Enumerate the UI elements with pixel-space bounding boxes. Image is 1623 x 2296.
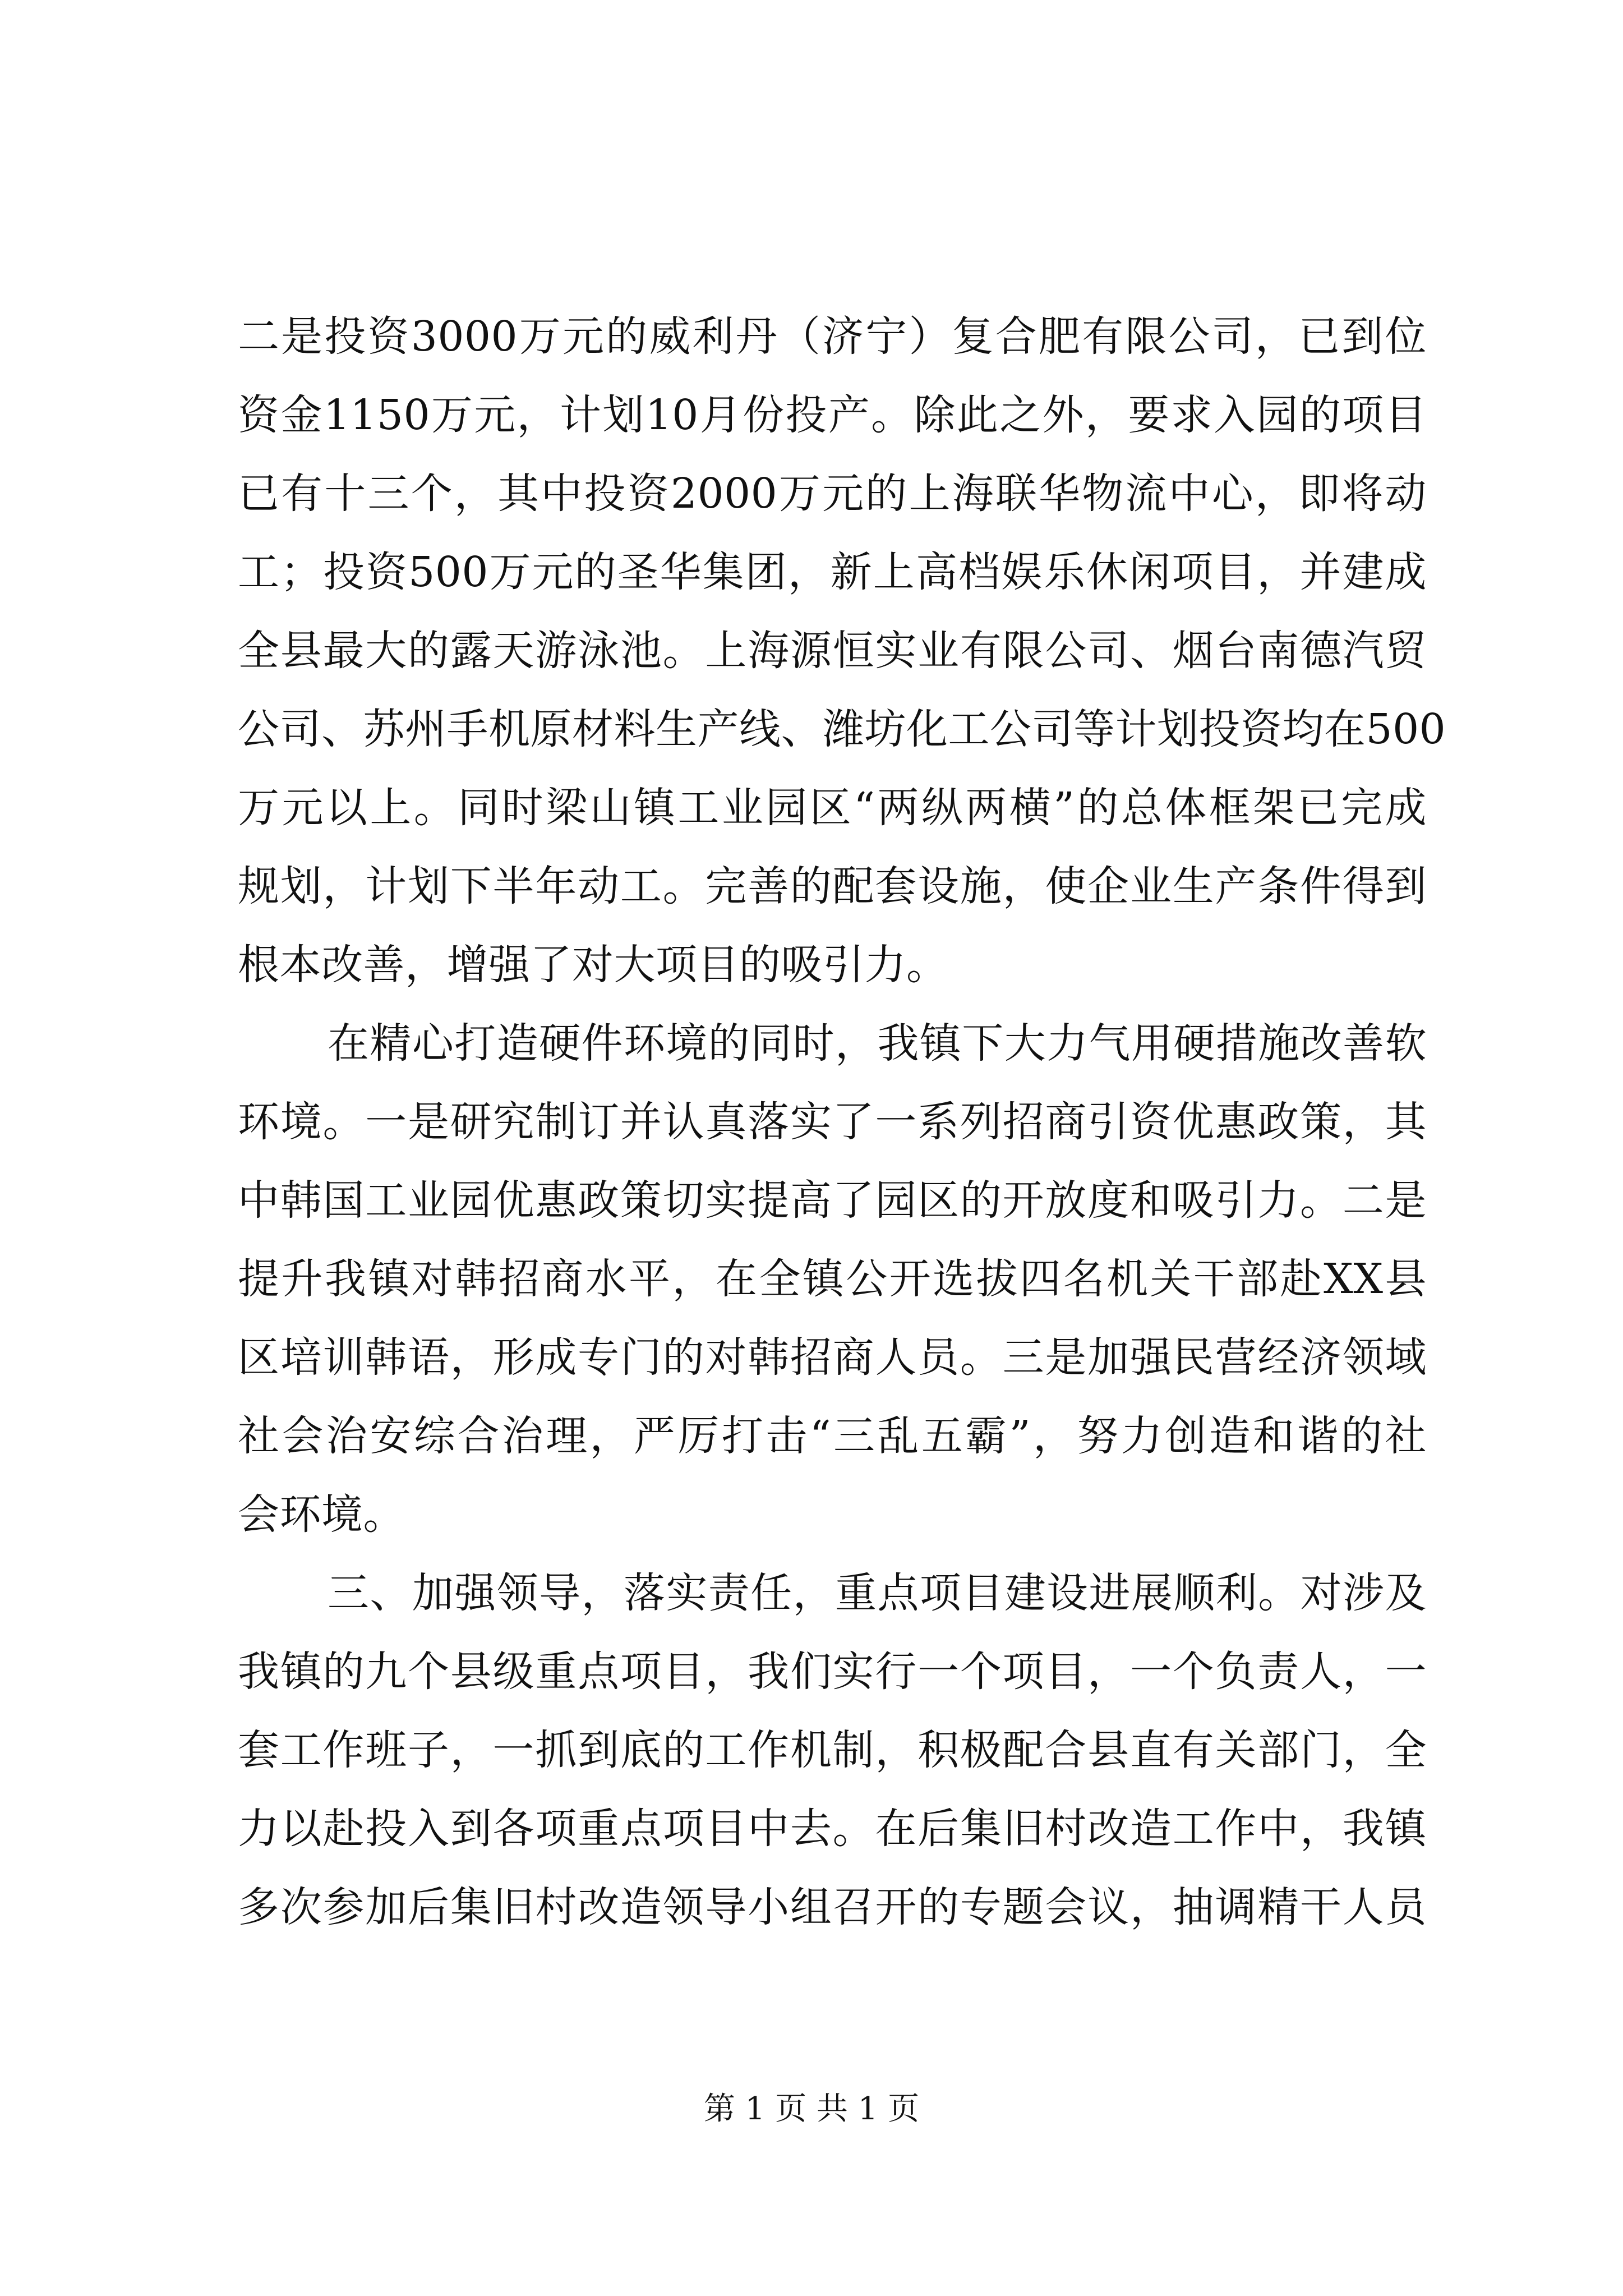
- text-line-8: 规划，计划下半年动工。完善的配套设施，使企业生产条件得到: [238, 862, 1427, 910]
- text-line-12: 中韩国工业园优惠政策切实提高了园区的开放度和吸引力。二是: [238, 1176, 1427, 1225]
- text-line-11: 环境。一是研究制订并认真落实了一系列招商引资优惠政策，其: [238, 1098, 1427, 1146]
- text-line-5: 全县最大的露天游泳池。上海源恒实业有限公司、烟台南德汽贸: [238, 627, 1427, 675]
- text-line-21: 多次参加后集旧村改造领导小组召开的专题会议，抽调精干人员: [238, 1883, 1427, 1931]
- document-body: [238, 297, 1446, 1947]
- text-line-1: 二是投资3000万元的威利丹（济宁）复合肥有限公司，已到位: [238, 312, 1427, 361]
- text-line-10: 在精心打造硬件环境的同时，我镇下大力气用硬措施改善软: [328, 1019, 1427, 1068]
- text-line-14: 区培训韩语，形成专门的对韩招商人员。三是加强民营经济领域: [238, 1333, 1427, 1382]
- text-line-6: 公司、苏州手机原材料生产线、潍坊化工公司等计划投资均在500: [238, 705, 1446, 753]
- text-line-18: 我镇的九个县级重点项目，我们实行一个项目，一个负责人，一: [238, 1648, 1427, 1696]
- text-line-17: 三、加强领导，落实责任，重点项目建设进展顺利。对涉及: [328, 1569, 1427, 1617]
- text-line-7: 万元以上。同时梁山镇工业园区“两纵两横”的总体框架已完成: [238, 784, 1427, 832]
- text-line-4: 工；投资500万元的圣华集团，新上高档娱乐休闲项目，并建成: [238, 548, 1427, 596]
- page-footer: 第 1 页 共 1 页: [703, 2091, 920, 2127]
- text-line-15: 社会治安综合治理，严厉打击“三乱五霸”，努力创造和谐的社: [238, 1412, 1427, 1460]
- text-line-3: 已有十三个，其中投资2000万元的上海联华物流中心，即将动: [238, 470, 1427, 518]
- text-line-20: 力以赴投入到各项重点项目中去。在后集旧村改造工作中，我镇: [238, 1805, 1427, 1853]
- text-line-19: 套工作班子，一抓到底的工作机制，积极配合县直有关部门，全: [238, 1726, 1427, 1774]
- text-line-9: 根本改善，增强了对大项目的吸引力。: [238, 941, 948, 989]
- text-line-16: 会环境。: [238, 1490, 405, 1539]
- text-line-13: 提升我镇对韩招商水平，在全镇公开选拔四名机关干部赴XX县: [238, 1255, 1427, 1303]
- text-line-2: 资金1150万元，计划10月份投产。除此之外，要求入园的项目: [238, 391, 1427, 439]
